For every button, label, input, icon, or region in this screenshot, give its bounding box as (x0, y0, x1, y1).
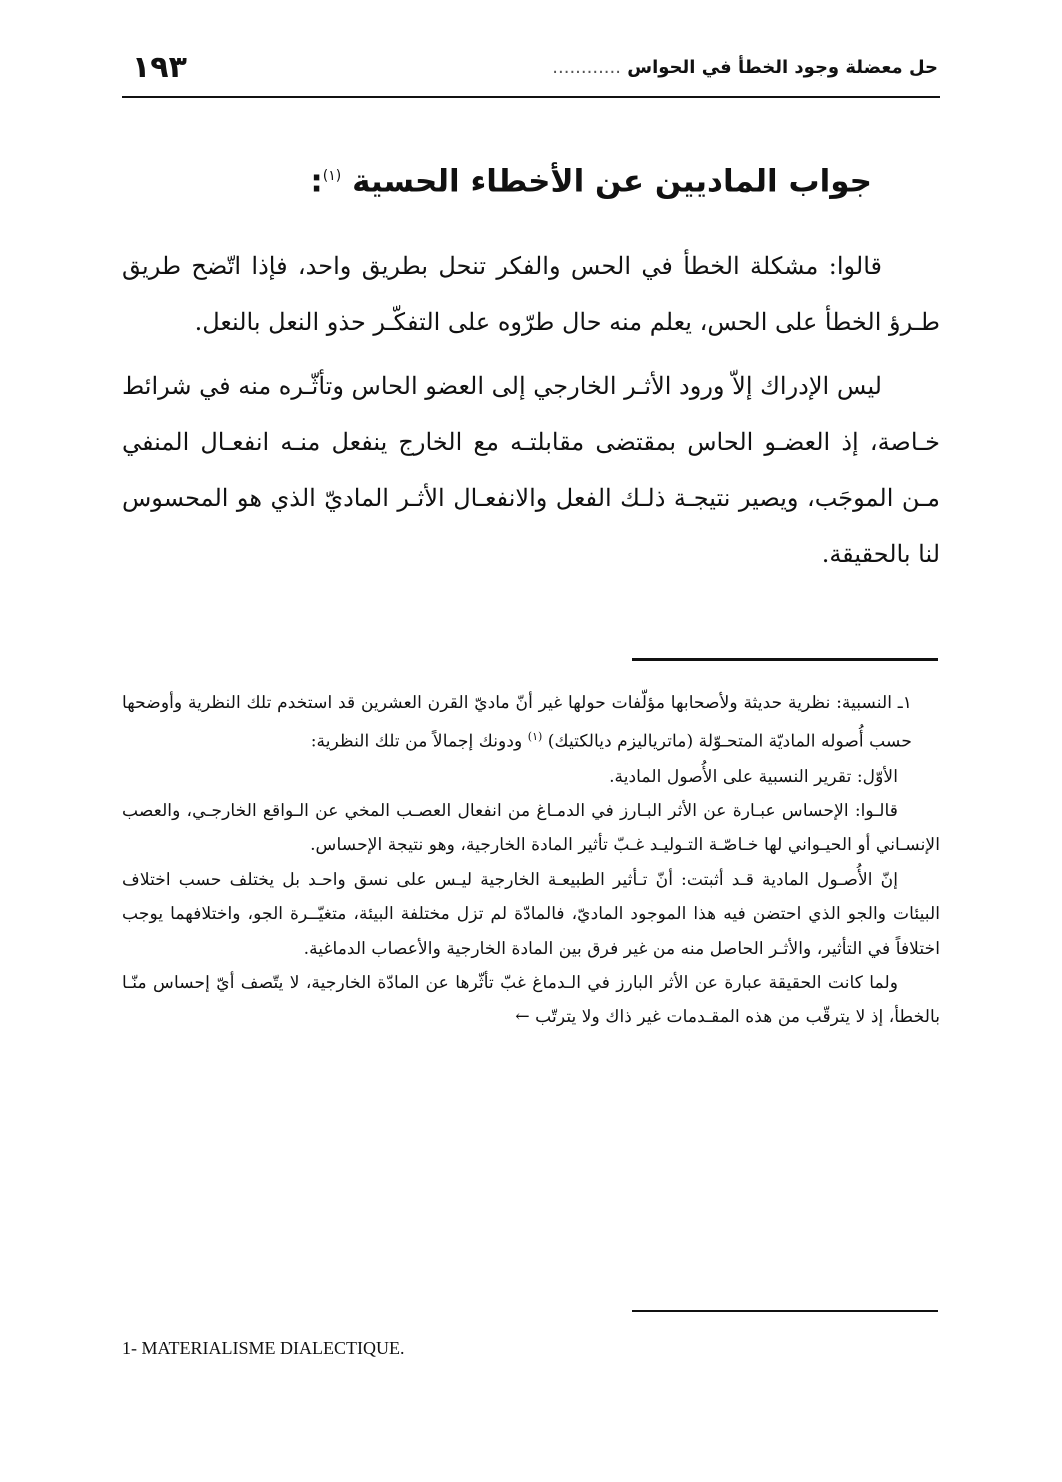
footnote-separator (632, 658, 938, 661)
body-paragraph-1: قالوا: مشكلة الخطأ في الحس والفكر تنحل بطريق واحد، فإذا اتّضح طريق طـرؤ الخطأ على الحس، يعلم منه حال طرّوه على التفكّـر حذو النعل بالنعل. (122, 252, 940, 336)
page-number: ١٩٣ (132, 50, 187, 85)
footnote-paragraph-4: إنّ الأُصـول المادية قـد أثبتت: أنّ تـأثير الطبيعـة الخارجية ليـس على نسق واحـد بل يختلف حسب اختلاف البيئات والجو الذي احتضن فيه هذا الموجود الماديّ، فالمادّة لم تزل مختلفة البيئة، متغيّــرة الجو، واختلافهما يوجب اختلافاً في التأثير، والأثـر الحاصل منه من غير فرق بين المادة الخارجية والأعصاب الدماغية. (122, 869, 940, 959)
running-title-text: حل معضلة وجود الخطأ في الحواس (627, 57, 938, 78)
continuation-arrow-icon: ← (515, 1007, 530, 1028)
body-text (122, 238, 940, 582)
footnote-1-text-b: ودونك إجمالاً من تلك النظرية: (310, 732, 523, 753)
footnote-paragraph-3: قالـوا: الإحساس عبـارة عن الأثر البـارز في الدمـاغ من انفعال العصـب المخي عن الـواقع الخارجـي، والعصب الإنسـاني أو الحيـواني لها خـاصّـة التـوليـد غـبّ تأثير المادة الخارجية، وهو نتيجة الإحساس. (122, 800, 940, 856)
footnote-paragraph-2: الأوّل: تقرير النسبية على الأُصول المادية. (609, 766, 898, 787)
leader-dots: ............ (552, 57, 621, 78)
footnote-ref-marker: (١) (322, 168, 342, 184)
footnote-1-ref: (١) (527, 730, 543, 744)
footnote-paragraph-5 (122, 966, 940, 1035)
header-rule (122, 96, 940, 98)
section-heading-colon: : (310, 163, 323, 200)
running-title (552, 54, 938, 82)
running-header (122, 40, 938, 96)
footnote-1-text-a: ١ـ النسبية: نظرية حديثة ولأصحابها مؤلّفات حولها غير أنّ ماديّ القرن العشرين قد استخدم تلك النظرية وأوضحها حسب أُصوله الماديّة المتحـوّلة (ماترياليزم ديالكتيك) (122, 693, 912, 753)
body-paragraph-2: ليس الإدراك إلاّ ورود الأثـر الخارجي إلى العضو الحاس وتأثّـره منه في شرائط خـاصة، إذ العضـو الحاس بمقتضى مقابلتـه مع الخارج ينفعل منـه انفعـال المنفي مـن الموجَب، ويصير نتيجـة ذلـك الفعل والانفعـال الأثـر الماديّ الذي هو المحسوس لنا بالحقيقة. (122, 372, 940, 568)
footnote-5-text: ولما كانت الحقيقة عبارة عن الأثر البارز في الـدماغ غبّ تأثّرها عن المادّة الخارجية، لا يتّصف أيّ إحساس منّـا بالخطأ، إذ لا يترقّب من هذه المقـدمات غير ذاك ولا يترتّب (122, 972, 940, 1028)
section-heading (310, 150, 872, 207)
latin-footnote: 1- MATERIALISME DIALECTIQUE. (122, 1338, 405, 1358)
latin-footnote-separator (632, 1310, 938, 1312)
footnote-block (122, 686, 940, 1035)
section-heading-text: جواب الماديين عن الأخطاء الحسية (352, 163, 872, 200)
footnote-paragraph-1 (122, 686, 940, 760)
